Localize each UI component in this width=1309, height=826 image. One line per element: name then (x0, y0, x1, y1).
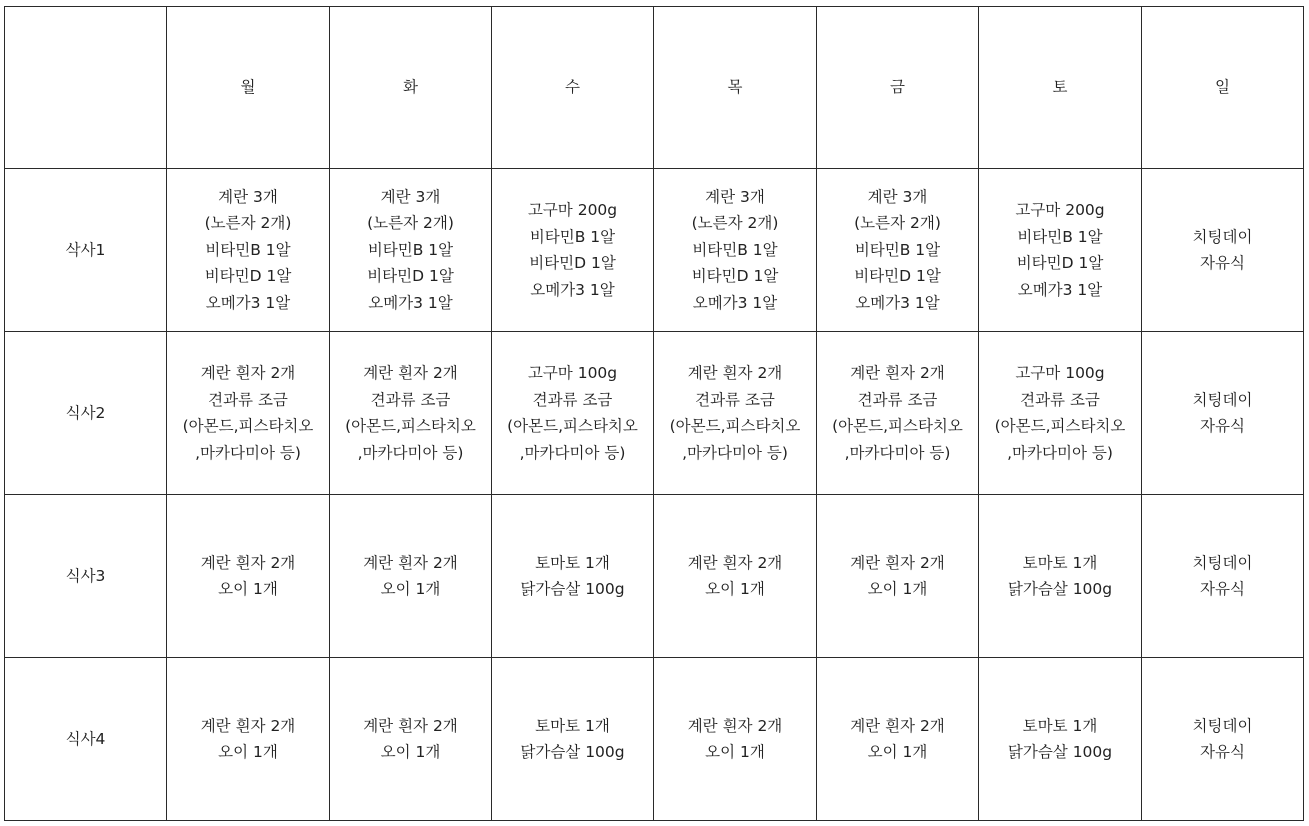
meal-cell-line: 오이 1개 (705, 743, 765, 761)
meal-cell-line: 비타민B 1알 (205, 240, 291, 259)
meal-row (5, 495, 1304, 658)
meal-cell-line: 비타민B 1알 (529, 227, 616, 246)
meal-cell (330, 658, 492, 821)
meal-cell (167, 169, 330, 332)
meal-cell (654, 658, 817, 821)
day-header: 일 (1142, 7, 1304, 169)
meal-cell-line: (아몬드,피스타치오 (669, 417, 801, 435)
meal-cell-line: ,마카다미아 등) (1007, 443, 1113, 462)
meal-label: 식사2 (5, 332, 167, 495)
meal-cell (492, 495, 654, 658)
meal-cell-line: 토마토 1개 (1022, 716, 1098, 735)
meal-cell-line: 계란 흰자 2개 (850, 553, 945, 572)
meal-cell-line: 오이 1개 (380, 743, 441, 761)
day-header: 화 (330, 7, 492, 169)
meal-cell-line: ,마카다미아 등) (195, 443, 301, 462)
meal-cell-line: 닭가슴살 100g (1007, 743, 1113, 761)
meal-cell-line: 자유식 (1200, 580, 1245, 598)
day-header: 금 (817, 7, 979, 169)
meal-cell-line: (노른자 2개) (204, 214, 292, 233)
day-header: 월 (167, 7, 330, 169)
meal-cell (492, 169, 654, 332)
meal-cell-line: 계란 흰자 2개 (850, 716, 945, 735)
meal-cell (1142, 658, 1304, 821)
meal-cell-line: 계란 흰자 2개 (687, 553, 783, 572)
meal-cell-line: 고구마 100g (1015, 364, 1105, 382)
meal-cell (492, 332, 654, 495)
meal-cell-line: 토마토 1개 (1022, 553, 1098, 572)
meal-cell-line: 치팅데이 (1192, 553, 1253, 572)
meal-cell (167, 495, 330, 658)
meal-cell (817, 495, 979, 658)
meal-cell-line: 계란 3개 (705, 187, 765, 206)
meal-cell-line: 견과류 조금 (1020, 390, 1100, 409)
meal-cell (167, 658, 330, 821)
meal-cell-line: 계란 흰자 2개 (200, 553, 296, 572)
meal-cell (654, 169, 817, 332)
meal-cell (817, 169, 979, 332)
meal-cell (979, 495, 1142, 658)
meal-cell-line: 계란 흰자 2개 (687, 364, 783, 382)
meal-cell-line: 비타민D 1알 (529, 254, 616, 272)
meal-cell-line: 치팅데이 (1192, 716, 1253, 735)
meal-cell-line: (아몬드,피스타치오 (832, 417, 963, 435)
meal-cell-line: 비타민B 1알 (367, 240, 454, 259)
header-row (5, 7, 1304, 169)
meal-cell-line: 오이 1개 (867, 743, 928, 761)
meal-cell-line: 견과류 조금 (370, 390, 451, 409)
meal-cell (1142, 169, 1304, 332)
meal-cell (1142, 332, 1304, 495)
meal-cell-line: 견과류 조금 (695, 390, 775, 409)
meal-cell-line: 계란 3개 (867, 187, 928, 206)
meal-cell-line: 계란 3개 (380, 187, 441, 206)
meal-cell-line: 오이 1개 (867, 580, 928, 598)
meal-cell-line: 오이 1개 (218, 580, 278, 598)
meal-cell-line: ,마카다미아 등) (844, 443, 951, 462)
meal-cell-line: 계란 흰자 2개 (363, 364, 458, 382)
meal-cell (330, 332, 492, 495)
meal-cell-line: (노른자 2개) (854, 214, 941, 233)
meal-cell-line: 오이 1개 (218, 743, 278, 761)
meal-cell-line: 자유식 (1200, 417, 1245, 435)
meal-cell-line: 계란 흰자 2개 (200, 364, 296, 382)
day-header: 수 (492, 7, 654, 169)
meal-cell-line: 계란 흰자 2개 (850, 364, 945, 382)
meal-cell (654, 495, 817, 658)
meal-label: 삭사1 (5, 169, 167, 332)
meal-cell-line: 계란 3개 (218, 187, 278, 206)
meal-cell-line: 계란 흰자 2개 (687, 716, 783, 735)
meal-cell (330, 169, 492, 332)
meal-cell (1142, 495, 1304, 658)
meal-cell-line: 견과류 조금 (532, 390, 613, 409)
meal-cell-line: ,마카다미아 등) (357, 443, 464, 462)
meal-cell-line: 계란 흰자 2개 (363, 553, 458, 572)
meal-cell-line: 자유식 (1200, 254, 1245, 272)
meal-cell-line: 비타민D 1알 (1016, 254, 1104, 272)
corner-cell (5, 7, 167, 169)
meal-cell-line: 고구마 200g (1015, 201, 1105, 219)
meal-cell-line: 고구마 200g (527, 201, 618, 219)
meal-cell-line: 오이 1개 (380, 580, 441, 598)
meal-cell-line: 치팅데이 (1192, 227, 1253, 246)
meal-cell-line: 닭가슴살 100g (520, 743, 625, 761)
meal-cell (492, 658, 654, 821)
meal-cell-line: 비타민B 1알 (1017, 227, 1103, 246)
meal-cell-line: 오메가3 1알 (855, 293, 940, 312)
meal-cell-line: 치팅데이 (1192, 390, 1253, 409)
meal-cell-line: 토마토 1개 (535, 553, 610, 572)
meal-row (5, 332, 1304, 495)
meal-cell-line: ,마카다미아 등) (519, 443, 626, 462)
meal-cell-line: 비타민B 1알 (854, 240, 941, 259)
meal-cell-line: (아몬드,피스타치오 (507, 417, 638, 435)
meal-cell (817, 332, 979, 495)
meal-cell (979, 169, 1142, 332)
meal-cell-line: 오메가3 1알 (692, 293, 778, 312)
day-header: 목 (654, 7, 817, 169)
weekly-meal-plan-table (4, 6, 1304, 821)
meal-cell-line: 토마토 1개 (535, 716, 610, 735)
meal-cell-line: (아몬드,피스타치오 (345, 417, 476, 435)
meal-label: 식사4 (5, 658, 167, 821)
meal-label: 식사3 (5, 495, 167, 658)
meal-cell-line: 닭가슴살 100g (1007, 580, 1113, 598)
meal-cell-line: 계란 흰자 2개 (200, 716, 296, 735)
meal-cell-line: 오이 1개 (705, 580, 765, 598)
meal-cell-line: (아몬드,피스타치오 (994, 417, 1126, 435)
meal-cell-line: 비타민D 1알 (204, 267, 292, 286)
meal-cell (167, 332, 330, 495)
meal-cell-line: (아몬드,피스타치오 (182, 417, 314, 435)
meal-cell (330, 495, 492, 658)
meal-cell-line: 고구마 100g (527, 364, 618, 382)
meal-cell (979, 332, 1142, 495)
meal-row (5, 169, 1304, 332)
meal-cell-line: 오메가3 1알 (368, 293, 453, 312)
meal-cell-line: 견과류 조금 (857, 390, 938, 409)
meal-cell-line: 오메가3 1알 (1017, 280, 1103, 299)
meal-cell (654, 332, 817, 495)
meal-cell-line: 비타민B 1알 (692, 240, 778, 259)
meal-cell-line: (노른자 2개) (691, 214, 779, 233)
meal-cell-line: 자유식 (1200, 743, 1245, 761)
meal-cell-line: 계란 흰자 2개 (363, 716, 458, 735)
meal-cell-line: ,마카다미아 등) (682, 443, 788, 462)
meal-cell-line: 오메가3 1알 (205, 293, 291, 312)
meal-cell-line: 오메가3 1알 (530, 280, 615, 299)
meal-cell-line: (노른자 2개) (367, 214, 454, 233)
day-header: 토 (979, 7, 1142, 169)
meal-cell-line: 비타민D 1알 (691, 267, 779, 286)
meal-cell-line: 닭가슴살 100g (520, 580, 625, 598)
meal-cell-line: 비타민D 1알 (854, 267, 941, 286)
meal-cell (817, 658, 979, 821)
meal-cell-line: 비타민D 1알 (367, 267, 454, 286)
meal-cell-line: 견과류 조금 (208, 390, 288, 409)
meal-cell (979, 658, 1142, 821)
meal-row (5, 658, 1304, 821)
